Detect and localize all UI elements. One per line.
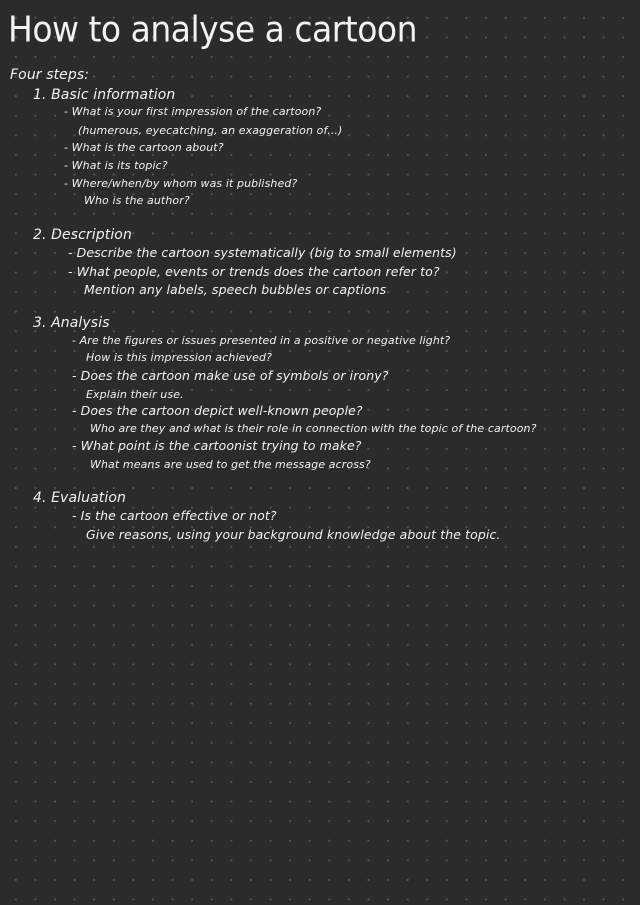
section-heading-analysis: 3. Analysis bbox=[33, 315, 110, 331]
section-3-line: - Does the cartoon depict well-known people? bbox=[72, 403, 363, 418]
section-1-line: Who is the author? bbox=[84, 194, 190, 207]
section-1-line: (humerous, eyecatching, an exaggeration of...) bbox=[78, 124, 343, 137]
section-3-line: How is this impression achieved? bbox=[86, 351, 272, 364]
section-2-line: Mention any labels, speech bubbles or captions bbox=[84, 282, 387, 297]
section-3-line: - Does the cartoon make use of symbols or irony? bbox=[72, 368, 389, 383]
section-1-line: - What is your first impression of the cartoon? bbox=[64, 105, 322, 118]
section-3-line: - Are the figures or issues presented in a positive or negative light? bbox=[72, 334, 451, 347]
section-3-line: Who are they and what is their role in connection with the topic of the cartoon? bbox=[90, 422, 537, 435]
section-2-line: - What people, events or trends does the cartoon refer to? bbox=[68, 264, 440, 279]
section-3-line: Explain their use. bbox=[86, 388, 184, 401]
section-3-line: What means are used to get the message across? bbox=[90, 458, 371, 471]
section-1-line: - What is its topic? bbox=[64, 159, 168, 172]
section-3-line: - What point is the cartoonist trying to make? bbox=[72, 438, 362, 453]
section-1-line: - Where/when/by whom was it published? bbox=[64, 177, 298, 190]
intro-label: Four steps: bbox=[10, 67, 90, 83]
section-heading-basic-information: 1. Basic information bbox=[33, 87, 176, 103]
section-heading-evaluation: 4. Evaluation bbox=[33, 490, 126, 506]
section-2-line: - Describe the cartoon systematically (big to small elements) bbox=[68, 245, 457, 260]
section-4-line: - Is the cartoon effective or not? bbox=[72, 508, 277, 523]
section-1-line: - What is the cartoon about? bbox=[64, 141, 224, 154]
section-4-line: Give reasons, using your background knowledge about the topic. bbox=[86, 527, 501, 542]
section-heading-description: 2. Description bbox=[33, 227, 132, 243]
page-title: How to analyse a cartoon bbox=[8, 8, 418, 51]
